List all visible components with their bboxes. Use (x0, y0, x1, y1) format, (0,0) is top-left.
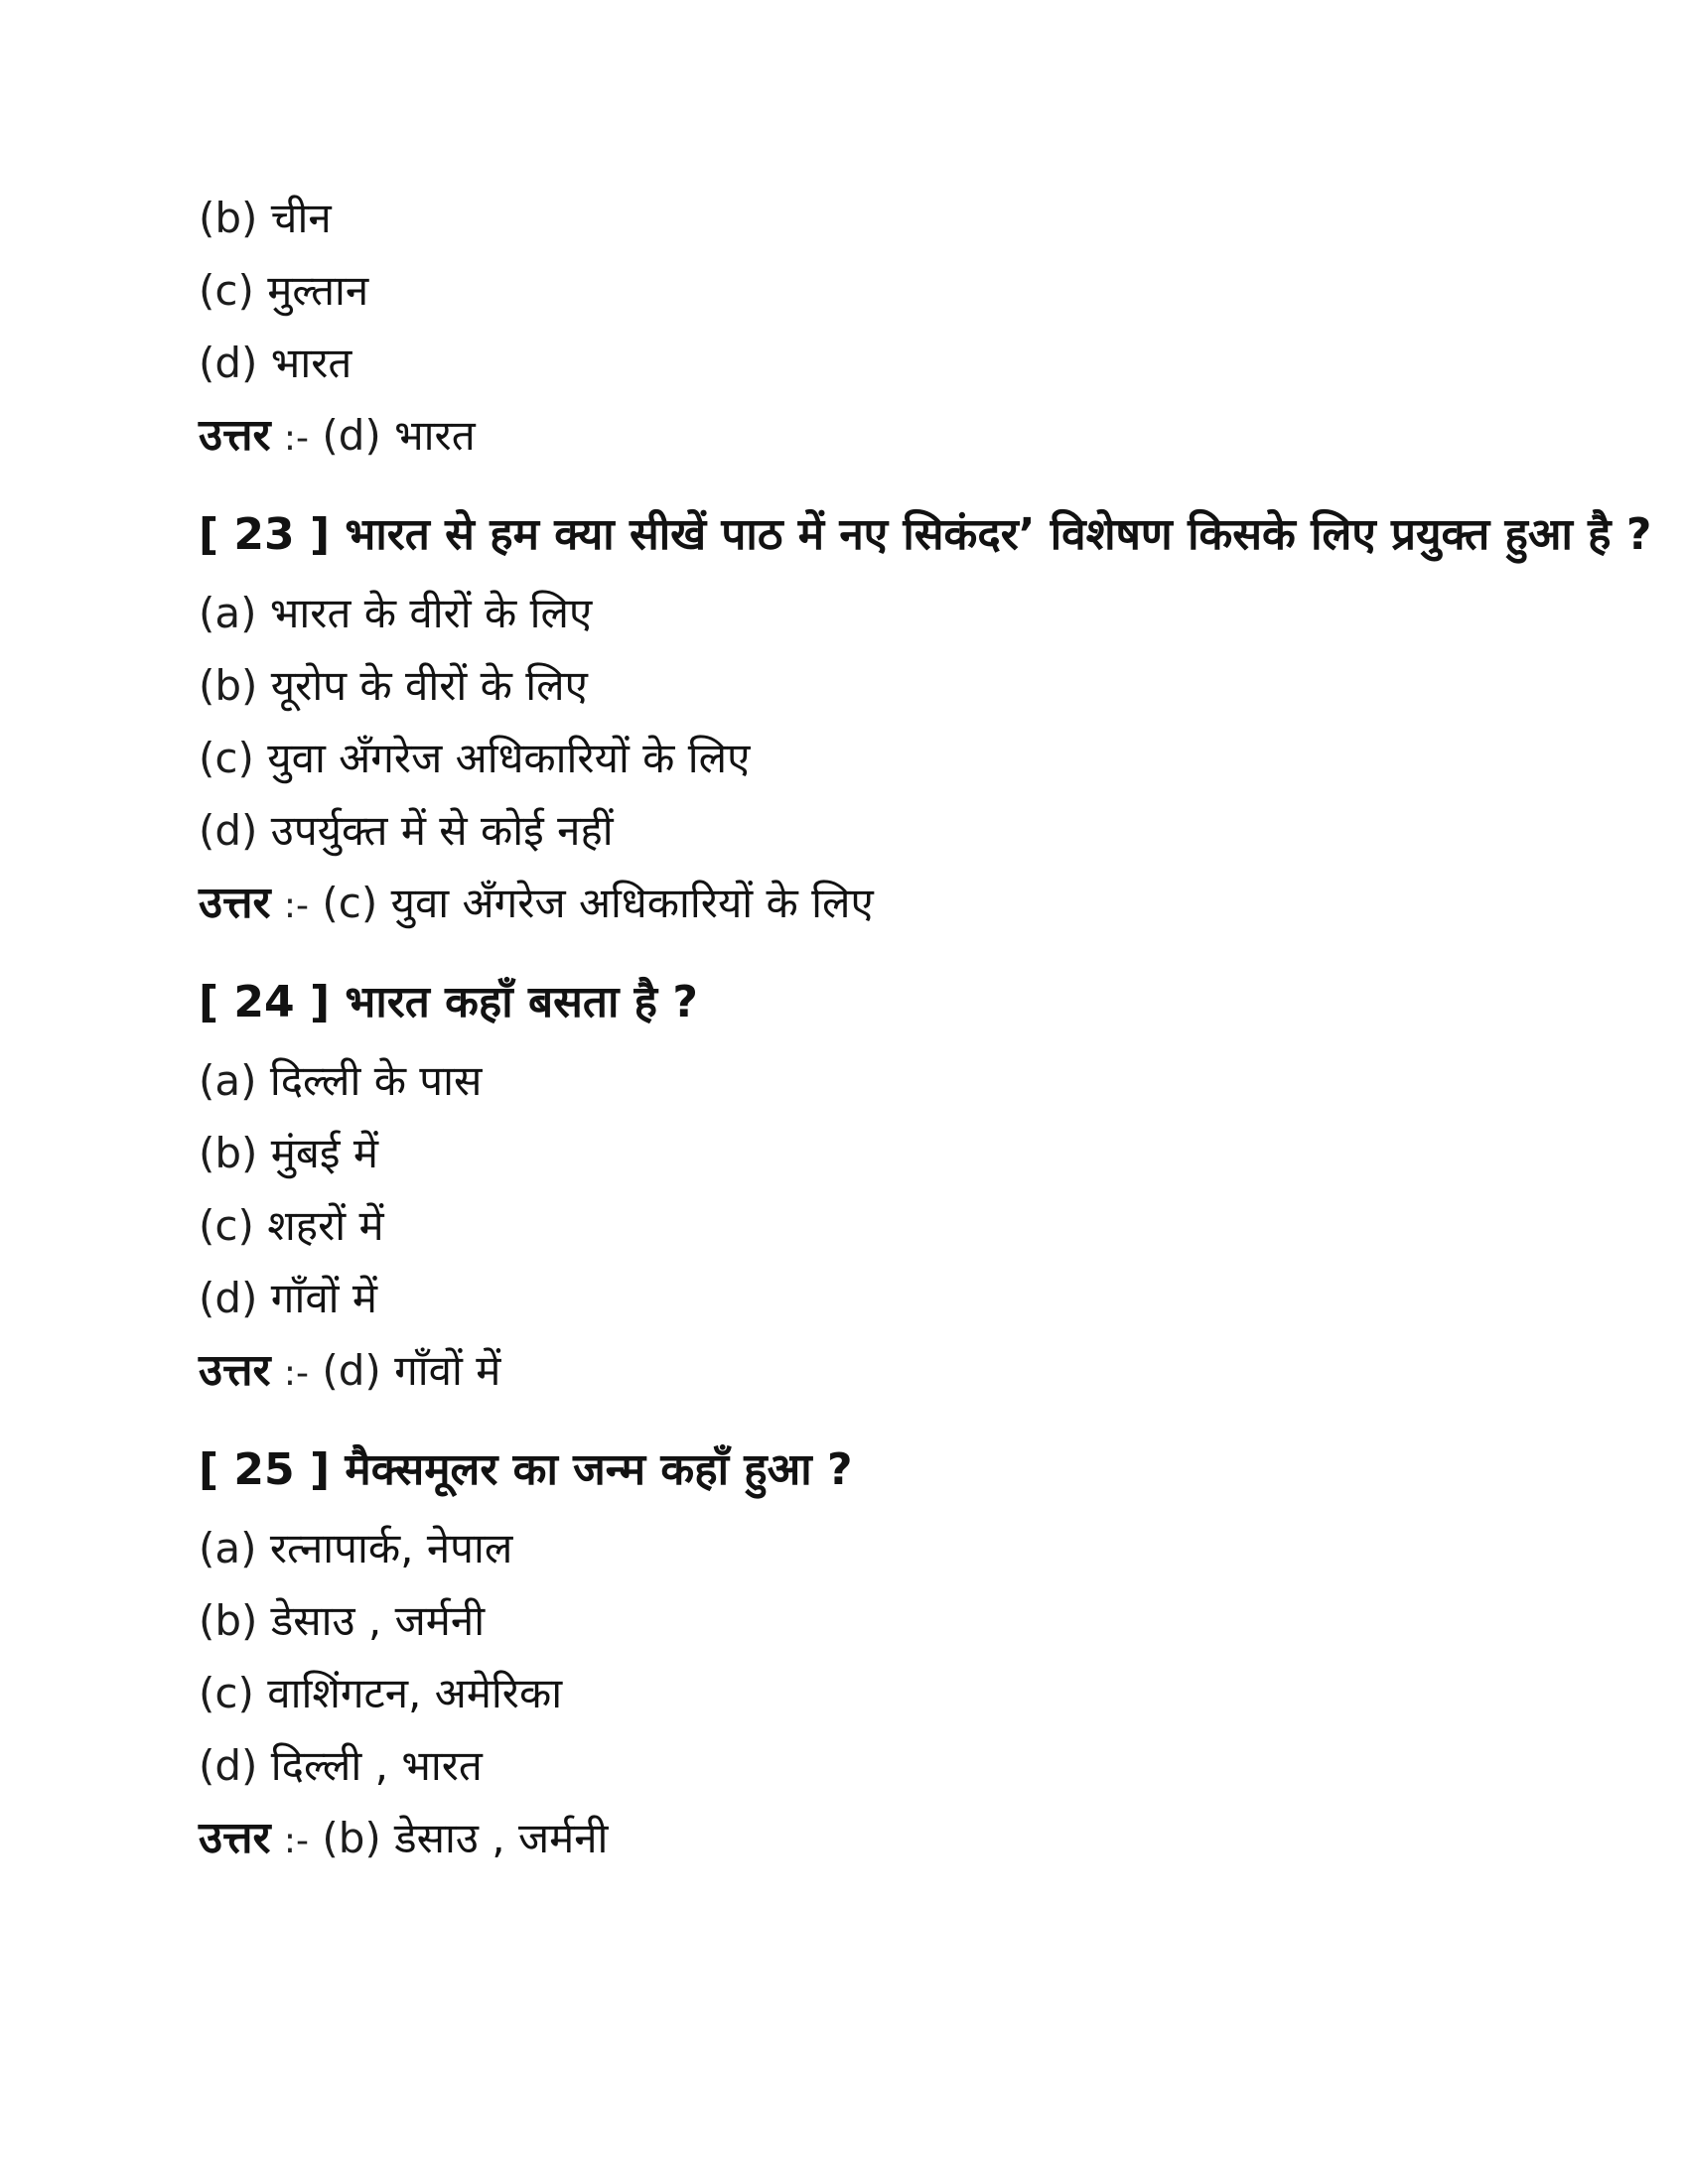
option-text: भारत के वीरों के लिए (269, 589, 593, 637)
option-text: युवा अँगरेज अधिकारियों के लिए (267, 734, 751, 782)
option-text: भारत (270, 339, 352, 387)
option-label: (d) (199, 339, 258, 387)
option-text: यूरोप के वीरों के लिए (270, 661, 588, 710)
answer-prefix: उत्तर (199, 878, 271, 928)
question-number: [ 24 ] (199, 977, 331, 1027)
option-text: उपर्युक्त में से कोई नहीं (270, 806, 614, 855)
option-text: गाँवों में (270, 1274, 378, 1322)
answer-row (199, 879, 1599, 931)
option-label: (b) (199, 1129, 258, 1177)
option-text: दिल्ली के पास (269, 1056, 483, 1105)
option-label: (c) (199, 266, 254, 315)
answer-text: डेसाउ , जर्मनी (394, 1814, 609, 1862)
answer-text: युवा अँगरेज अधिकारियों के लिए (390, 879, 874, 927)
option-label: (b) (199, 194, 258, 242)
option-row (199, 266, 1599, 316)
answer-text: गाँवों में (394, 1346, 501, 1395)
answer-row (199, 411, 1599, 464)
answer-option-label: (d) (322, 411, 381, 460)
question-text: भारत कहाँ बसता है ? (345, 977, 698, 1027)
answer-option-label: (b) (322, 1814, 381, 1862)
option-text: रत्नापार्क, नेपाल (269, 1524, 513, 1572)
option-label: (c) (199, 734, 254, 782)
option-label: (b) (199, 661, 258, 710)
option-row (199, 1524, 1599, 1573)
option-row (199, 806, 1599, 856)
option-text: दिल्ली , भारत (270, 1741, 483, 1790)
option-text: चीन (270, 194, 332, 242)
answer-separator: :- (283, 1821, 309, 1861)
option-row (199, 339, 1599, 388)
option-label: (a) (199, 589, 257, 637)
option-row (199, 1056, 1599, 1106)
question-25 (199, 1444, 1599, 1866)
option-text: वाशिंगटन, अमेरिका (267, 1669, 563, 1717)
option-row (199, 1596, 1599, 1646)
question-number: [ 23 ] (199, 509, 331, 560)
option-text: डेसाउ , जर्मनी (270, 1596, 486, 1645)
option-text: मुल्तान (267, 266, 369, 315)
answer-option-label: (c) (322, 879, 378, 927)
answer-separator: :- (283, 886, 309, 926)
option-text: मुंबई में (270, 1129, 378, 1177)
question-23 (199, 509, 1652, 931)
answer-prefix: उत्तर (199, 1813, 271, 1863)
option-row (199, 589, 1599, 638)
option-label: (b) (199, 1596, 258, 1645)
option-label: (c) (199, 1201, 254, 1250)
option-text: शहरों में (267, 1201, 384, 1250)
question-header (199, 509, 1652, 561)
option-row (199, 1741, 1599, 1791)
option-row (199, 194, 1599, 243)
answer-row (199, 1346, 1599, 1399)
answer-prefix: उत्तर (199, 410, 271, 461)
option-row (199, 1274, 1599, 1323)
option-row (199, 1669, 1599, 1718)
question-text: मैक्समूलर का जन्म कहाँ हुआ ? (345, 1444, 853, 1495)
answer-prefix: उत्तर (199, 1345, 271, 1396)
option-label: (c) (199, 1669, 254, 1717)
option-row (199, 1201, 1599, 1251)
answer-text: भारत (394, 411, 476, 460)
question-header (199, 977, 1599, 1028)
option-row (199, 661, 1599, 711)
option-row (199, 1129, 1599, 1178)
question-24 (199, 977, 1599, 1399)
option-label: (d) (199, 1274, 258, 1322)
question-text: भारत से हम क्या सीखें पाठ में नए सिकंदर’ विशेषण किसके लिए प्रयुक्त हुआ है ? (345, 509, 1652, 560)
option-label: (d) (199, 806, 258, 855)
option-label: (a) (199, 1056, 257, 1105)
option-label: (d) (199, 1741, 258, 1790)
answer-option-label: (d) (322, 1346, 381, 1395)
question-22-fragment (199, 194, 1599, 464)
question-number: [ 25 ] (199, 1444, 331, 1495)
answer-row (199, 1814, 1599, 1866)
option-label: (a) (199, 1524, 257, 1572)
answer-separator: :- (283, 1353, 309, 1394)
option-row (199, 734, 1599, 783)
question-header (199, 1444, 1599, 1496)
answer-separator: :- (283, 418, 309, 459)
